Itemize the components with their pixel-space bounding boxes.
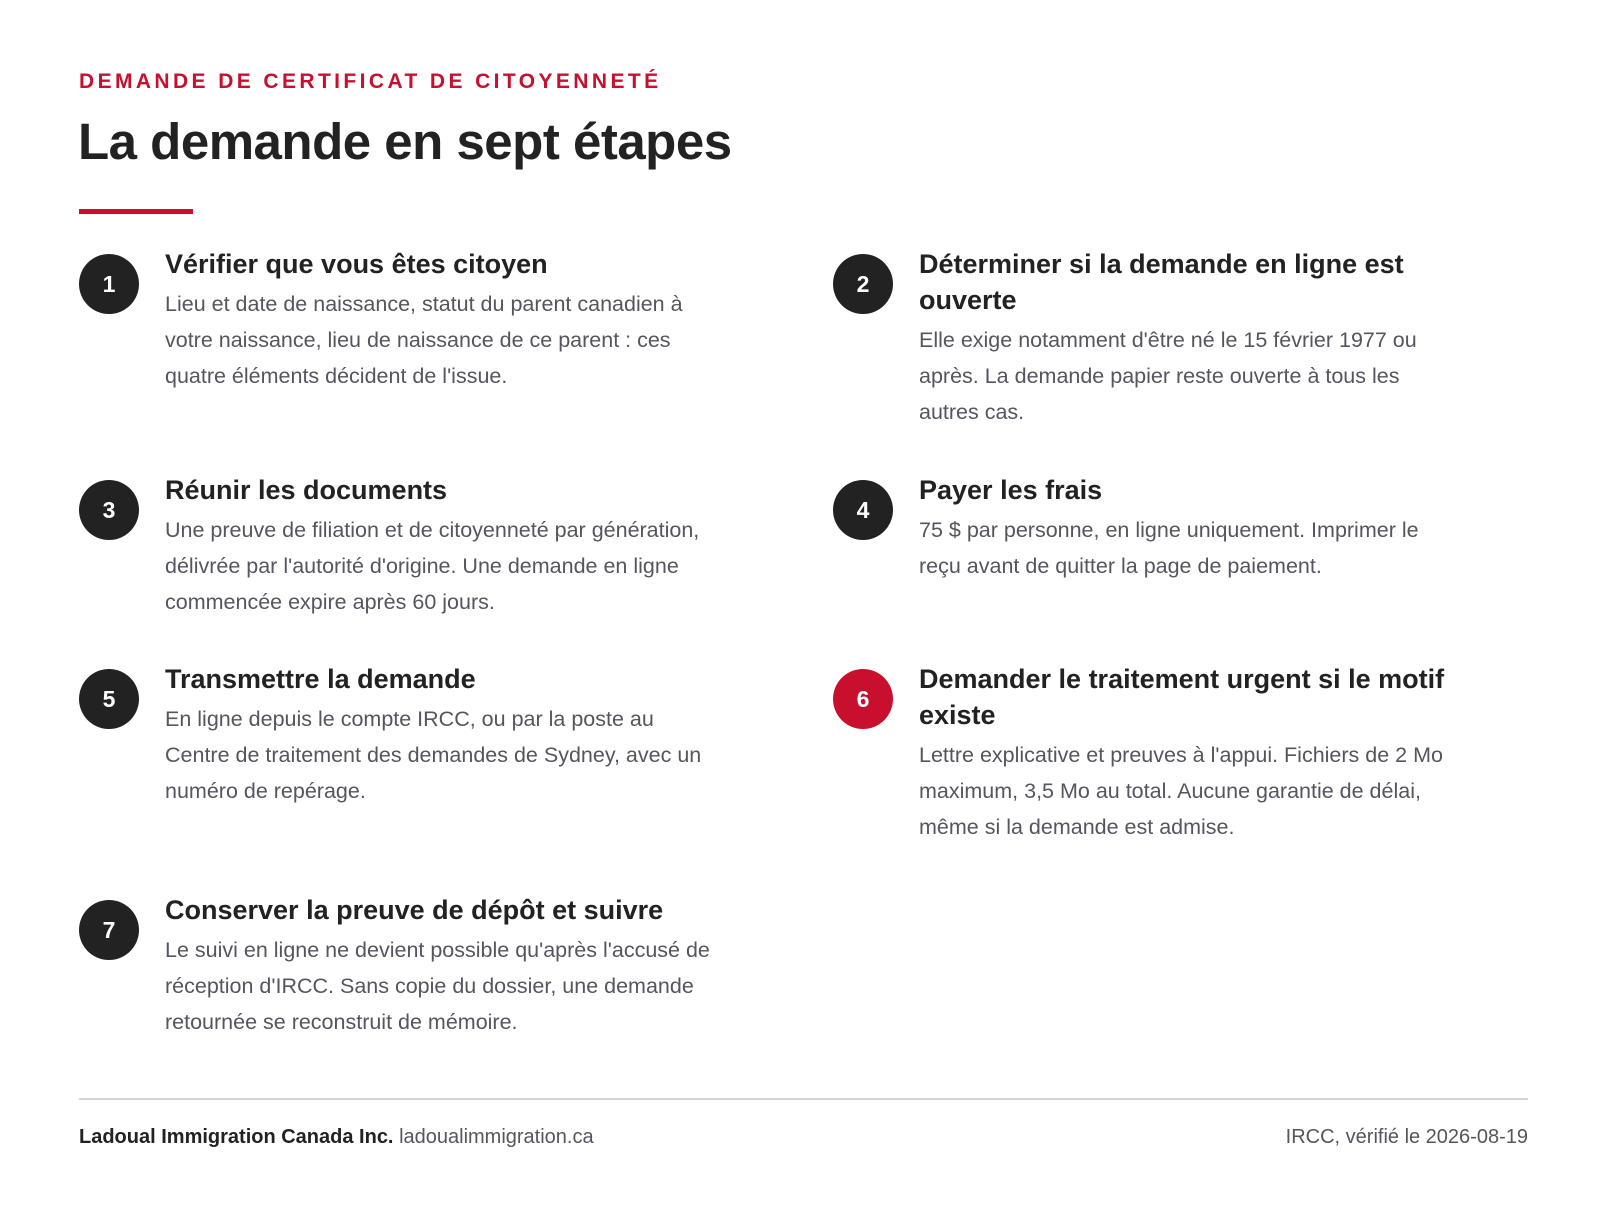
page-kicker: DEMANDE DE CERTIFICAT DE CITOYENNETÉ bbox=[79, 70, 662, 93]
step-description: Une preuve de filiation et de citoyenneté par génération, délivrée par l'autorité d'origine. Une demande en ligne commencée expire après 60 jours. bbox=[165, 518, 700, 614]
step-body bbox=[919, 661, 1465, 845]
step-number-badge: 3 bbox=[79, 480, 139, 540]
step-body bbox=[165, 892, 711, 1040]
footer-credit bbox=[79, 1126, 594, 1149]
page-title: La demande en sept étapes bbox=[78, 113, 732, 170]
step-number-badge: 5 bbox=[79, 669, 139, 729]
step-number-badge: 2 bbox=[833, 254, 893, 314]
step-description: Lieu et date de naissance, statut du parent canadien à votre naissance, lieu de naissance de ce parent : ces quatre éléments décident de l'issue. bbox=[165, 292, 683, 388]
title-accent-rule bbox=[79, 209, 193, 214]
step-body bbox=[165, 246, 711, 394]
step-description: Lettre explicative et preuves à l'appui. Fichiers de 2 Mo maximum, 3,5 Mo au total. Aucune garantie de délai, même si la demande est admise. bbox=[919, 743, 1443, 839]
step-body bbox=[919, 246, 1465, 430]
step-title: Déterminer si la demande en ligne est ouverte bbox=[919, 249, 1404, 315]
step-title: Demander le traitement urgent si le motif existe bbox=[919, 664, 1445, 730]
step-body bbox=[165, 472, 711, 620]
step-title: Vérifier que vous êtes citoyen bbox=[165, 249, 548, 279]
footer-organization: Ladoual Immigration Canada Inc. bbox=[79, 1126, 394, 1148]
step-title: Transmettre la demande bbox=[165, 664, 476, 694]
step-body bbox=[919, 472, 1465, 584]
footer-source-note: IRCC, vérifié le 2026-08-19 bbox=[1285, 1126, 1528, 1148]
step-title: Réunir les documents bbox=[165, 475, 448, 505]
step-description: En ligne depuis le compte IRCC, ou par la poste au Centre de traitement des demandes de Sydney, avec un numéro de repérage. bbox=[165, 707, 702, 803]
step-body bbox=[165, 661, 711, 809]
step-title: Payer les frais bbox=[919, 475, 1103, 505]
step-title: Conserver la preuve de dépôt et suivre bbox=[165, 895, 664, 925]
step-description: Le suivi en ligne ne devient possible qu'après l'accusé de réception d'IRCC. Sans copie du dossier, une demande retournée se reconstruit de mémoire. bbox=[165, 938, 710, 1034]
step-description: 75 $ par personne, en ligne uniquement. Imprimer le reçu avant de quitter la page de paiement. bbox=[919, 518, 1419, 578]
step-number-badge: 1 bbox=[79, 254, 139, 314]
step-number-badge: 4 bbox=[833, 480, 893, 540]
footer-divider bbox=[79, 1098, 1528, 1100]
step-number-badge: 7 bbox=[79, 900, 139, 960]
step-description: Elle exige notamment d'être né le 15 février 1977 ou après. La demande papier reste ouverte à tous les autres cas. bbox=[919, 328, 1417, 424]
step-number-badge: 6 bbox=[833, 669, 893, 729]
footer-website: ladoualimmigration.ca bbox=[399, 1126, 594, 1148]
